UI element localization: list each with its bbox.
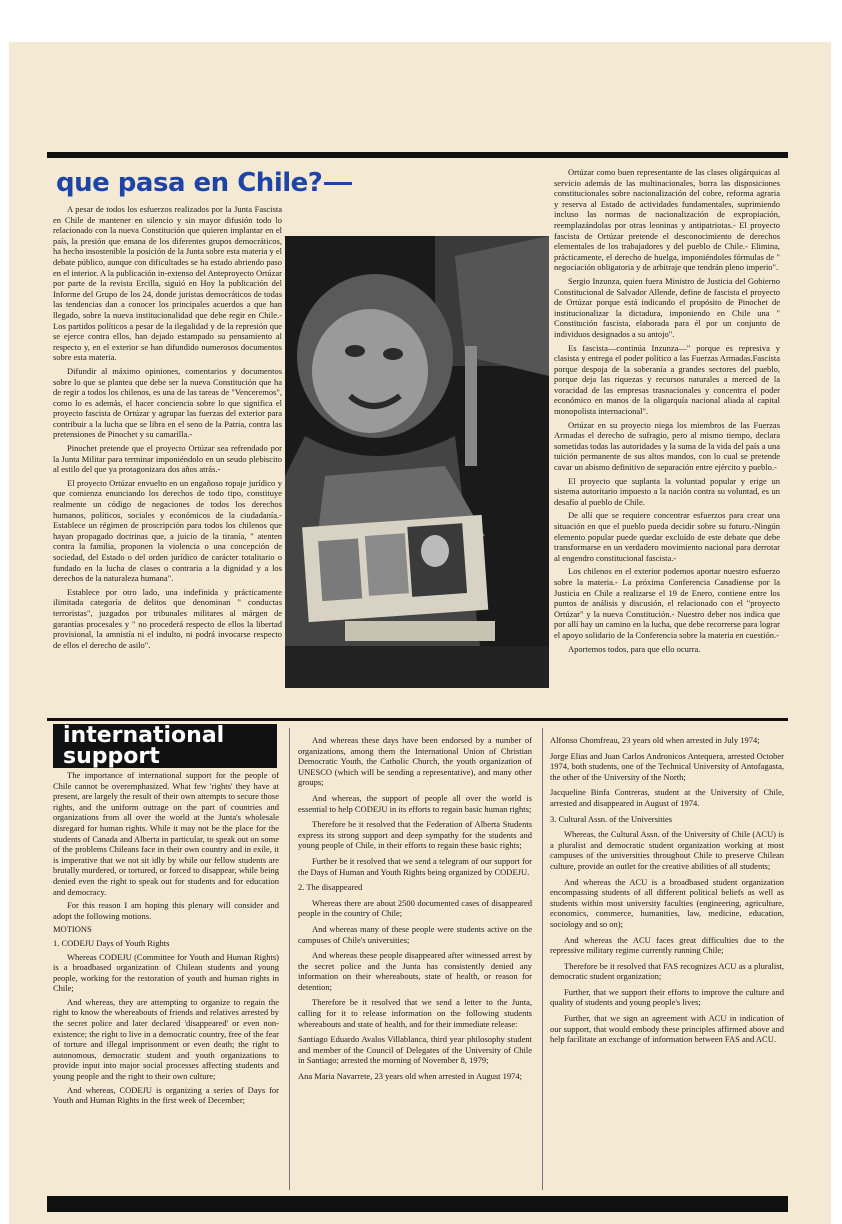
paragraph: Whereas CODEJU (Committee for Youth and Human Rights) is a broadbased organization of Chilean students and young people, working for the restoration of youth and human rights in Chile;: [53, 951, 279, 994]
paragraph: Pinochet pretende que el proyecto Ortúzar sea refrendado por la Junta Militar para terminar imponiéndolo en un seudo plebiscito al estilo del que ya protagonizara dos años atrás.-: [53, 443, 282, 475]
article-column-3: [554, 167, 780, 715]
paragraph: And whereas, CODEJU is organizing a series of Days for Youth and Human Rights in the first week of December;: [53, 1084, 279, 1106]
paragraph: Therefore be it resolved that the Federation of Alberta Students express its strong support and deep sympathy for the students and young people of Chile, in their efforts to regain these basic rights;: [298, 819, 532, 851]
paragraph: Further, that we sign an agreement with ACU in indication of our support, that would embody these principles affirmed above and help facilitate an exchange of information between FAS and ACU.: [550, 1013, 784, 1045]
paragraph: Santiago Eduardo Avalos Villablanca, third year philosophy student and member of the Council of Delegates of the University of Chile in Santiago; arrested the morning of November 8, 1979;: [298, 1034, 532, 1066]
paragraph: El proyecto que suplanta la voluntad popular y erige un sistema autoritario impuesto a la nación contra su voluntad, es un desafío al pueblo de Chile.: [554, 475, 780, 507]
paragraph: Jorge Elias and Juan Carlos Andronicos Antequera, arrested October 1974, both students, one of the Technical University of Antofagasta, the other of the University of the North;: [550, 750, 784, 782]
paragraph: And whereas these days have been endorsed by a number of organizations, among them the International Union of Christian Democratic Youth, the Catholic Church, the youth organization of UNESCO (which will be sending a representative), and many other groups;: [298, 735, 532, 788]
protest-photo: [285, 236, 549, 688]
paragraph: Es fascista—continúa Inzunza—" porque es represiva y clasista y entrega el poder político a las Fuerzas Armadas.Fascista porque despoja de la soberanía a grandes sectores del pueblo, porque deja las riquezas y recursos naturales a merced de la voracidad de las empresas trasnacionales y concentra el poder económico en manos de la oligarquía nacional aliada al capital monopolista internacional".: [554, 342, 780, 417]
paragraph: Therefore be it resolved that FAS recognizes ACU as a pluralist, democratic student organization;: [550, 960, 784, 982]
section-title: international support: [53, 724, 277, 768]
paragraph: And whereas, they are attempting to organize to regain the right to know the whereabouts of friends and relatives arrested by the secret police and later declared 'disappeared' or even non-existence; the right to live in a democratic country, free of the fear of torture and illegal imprisonment or even death; the right to autonomous, democratic student and youth organizations to provide input into major social processes affecting students and young people and the right to their own culture;: [53, 996, 279, 1082]
paragraph: Aportemos todos, para que ello ocurra.: [568, 643, 701, 654]
paragraph: Sergio Inzunza, quien fuera Ministro de Justicia del Gobierno Constitucional de Salvador Allende, define de fascista el proyecto de Ortúzar porque está indicando el propósito de Pinochet de institucionalizar la dictadura, imponiendo en Chile una " Constitución fascista, elaborada para él por un conjunto de individuos designados a su antojo".: [554, 275, 780, 339]
paragraph: Whereas, the Cultural Assn. of the University of Chile (ACU) is a pluralist and democratic student organization working at most campuses of the universities throughout Chile to preserve Chilean culture, provide an outlet for the creative abilities of all students;: [550, 829, 784, 871]
paragraph: El proyecto Ortúzar envuelto en un engañoso ropaje jurídico y que comienza enunciando los derechos de todo tipo, constituye realmente un código de negaciones de todos los derechos humanos, políticos, sociales y económicos de la ciudadanía.- Establece un régimen de proscripción para todos los chilenos que hayan propagado doctrinas que, a juicio de la tiranía, " atenten contra la familia, proponen la violencia o una concepción de sociedad, del Estado o del orden jurídico de carácter totalitario o fundado en la lucha de clases o contraria a la dignidad y a los derechos de la naturaleza humana".: [53, 477, 282, 584]
article-column-1: [53, 204, 282, 712]
paragraph: A pesar de todos los esfuerzos realizados por la Junta Fascista en Chile de mantener en silencio y sin mayor difusión todo lo relacionado con la nueva Constitución que quieren implantar en el país, la presión que emana de los diferentes grupos democráticos, ha hecho insostenible la posición de la Junta sobre esta materia y el debate público, aunque con dificultades se ha estado abriendo paso en el interior. A la publicación in-extenso del Anteproyecto Ortúzar por parte de la revista Ercilla, siguió en Hoy la publicación del Informe del Grupo de los 24, donde juristas democráticos de todas las tendencias dan a conocer los principales acuerdos a que han llegado, sobre la nueva institucionalidad que debe regir en Chile.-Los partidos políticos a pesar de la ilegalidad y de la represión que se ejerce contra ellos, han dejado estampado su pensamiento al respecto y, en el exterior se han difundido numerosos documentos sobre esta materia.: [53, 204, 282, 363]
motion-heading: 1. CODEJU Days of Youth Rights: [53, 937, 170, 948]
paragraph: Ortúzar en su proyecto niega los miembros de las Fuerzas Armadas el derecho de sufragio, pero al mismo tiempo, declara sometidas todas las autoridades y la suma de la vida del país a una tuición permanente de sus altos mandos, con lo cual se pretende cavar un abismo definitivo de separación entre ejército y pueblo.-: [554, 419, 780, 473]
paragraph: Jacqueline Binfa Contreras, student at the University of Chile, arrested and disappeared in August of 1974.: [550, 787, 784, 808]
column-divider: [542, 728, 543, 1190]
paragraph: Establece por otro lado, una indefinida y prácticamente ilimitada categoría de delitos que denominan " conductas terroristas", juzgados por tribunales militares al márgen de garantías procesales y " no procederá respecto de ellos la libertad provisional, la amnistía ni el indulto, ni podrá invocarse respecto de ellos el derecho de asilo".: [53, 586, 282, 650]
paragraph: Therefore be it resolved that we send a letter to the Junta, calling for it to release information on the following students whereabouts and state of health, and for their immediate release:: [298, 997, 532, 1029]
motion-heading: 3. Cultural Assn. of the Universities: [550, 813, 673, 824]
support-column-3: [550, 735, 784, 1190]
section-rule: [47, 718, 788, 721]
paragraph: The importance of international support for the people of Chile cannot be overemphasized. What few 'rights' they have at present, are largely the result of their own attempts to secure those rights, and the uniform outrage on the part of countries and organizations from all over the world at the Junta's wholesale disregard for human rights. While it may not be the place for the students of Canada and Alberta in particular, to speak out on some of the problems Chileans face in their own country and in exile, it is imperative that we not sit idly by while our fellow students are brutally murdered, or tortured, or forced to disappear, while being denied even the right to speak out for students and for education and democracy.: [53, 770, 279, 897]
paragraph: Alfonso Chomfreau, 23 years old when arrested in July 1974;: [550, 735, 760, 745]
article-title: que pasa en Chile?: [56, 168, 352, 198]
support-column-2: [298, 735, 532, 1190]
motions-heading: MOTIONS: [53, 924, 92, 935]
paragraph: Los chilenos en el exterior podemos aportar nuestro esfuerzo sobre la materia.- La próxima Conferencia Canadiense por la Justicia en Chile a realizarse el 19 de Enero, contiene entre los puntos de análisis y discusión, el relacionado con el "proyecto Ortúzar" y la nueva Constitución.- Nuestro deber nos indica que por allí hay un camino en la lucha, que debe recorrerse para lograr el apoyo solidario de la Conferencia sobre la materia en cuestión.-: [554, 566, 780, 640]
paragraph: Ana Maria Navarrete, 23 years old when arrested in August 1974;: [298, 1071, 523, 1082]
bottom-rule: [47, 1196, 788, 1212]
paragraph: And whereas the ACU faces great difficulties due to the repressive military regime currently running Chile;: [550, 934, 784, 956]
top-rule: [47, 152, 788, 158]
paragraph: Whereas there are about 2500 documented cases of disappeared people in the country of Chile;: [298, 897, 532, 919]
paragraph: And whereas these people disappeared after witnessed arrest by the secret police and the Junta has consistently denied any information on their whereabouts, state of health, or reason for detention;: [298, 950, 532, 992]
motion-heading: 2. The disappeared: [298, 882, 363, 893]
paragraph: And whereas the ACU is a broadbased student organization encompassing students of all different political beliefs as well as students within most university faculties (engineering, agriculture, economics, commerce, humanities, law, medicine, education, sociology and so on);: [550, 876, 784, 929]
title-underscore: [324, 182, 352, 185]
paragraph: Further, that we support their efforts to improve the culture and quality of students and young people's lives;: [550, 986, 784, 1008]
paragraph: And whereas, the support of people all over the world is essential to help CODEJU in its efforts to regain basic human rights;: [298, 792, 532, 814]
paragraph: De allí que se requiere concentrar esfuerzos para crear una situación en que el pueblo pueda decidir sobre su futuro.-Ningún elemento popular puede quedar excluído de este debate que debe transformarse en un verdadero movimiento nacional para derrotar al engendro constitucional fascista.-: [554, 510, 780, 563]
paragraph: Ortúzar como buen representante de las clases oligárquicas al servicio además de las multinacionales, borra las disposiciones constitucionales sobre nacionalización del cobre, reforma agraria y reserva al Estado de actividades fundamentales, suprimiendo incluso las normas de nacionalización de expropiación, reemplazándolas por otras leoninas y antipatriotas.- El proyecto fascista de Ortúzar pretende el desconocimiento de derechos elementales de los trabajadores y del pueblo de Chile.- Elimina, prácticamente, el derecho de huelga, imponiéndoles fórmulas de " negociación obligatoria y de arbitraje que tendrán pleno imperio".: [554, 167, 780, 273]
paragraph: For this reason I am hoping this plenary will consider and adopt the following motions.: [53, 900, 279, 921]
column-divider: [289, 728, 290, 1190]
support-column-1: [53, 770, 279, 1190]
paragraph: Difundir al máximo opiniones, comentarios y documentos sobre lo que se plantea que debe ser la nueva Constitución que ha de regir a todos los chilenos, es una de las tareas de "Venceremos", como lo es además, el hacer conciencia sobre lo que significa el proyecto fascista de Ortúzar y agrupar las fuerzas del exterior para contribuir a la lucha que se libra en el seno de la Patria, contra las pretensiones de Pinochet y su camarilla.-: [53, 365, 282, 440]
paragraph: Further be it resolved that we send a telegram of our support for the Days of Human and Youth Rights being organized by CODEJU.: [298, 855, 532, 877]
paragraph: And whereas many of these people were students active on the campuses of Chile's universities;: [298, 923, 532, 945]
